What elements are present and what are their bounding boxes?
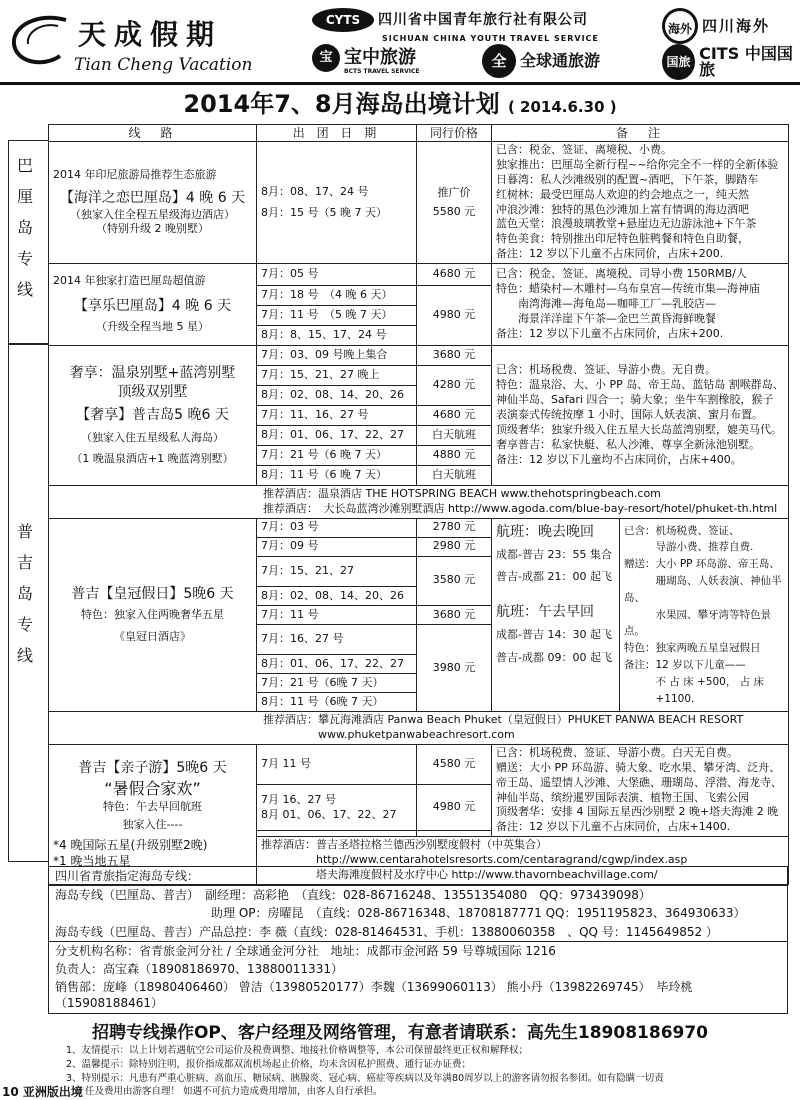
table-row[interactable] bbox=[49, 518, 789, 537]
route-cell bbox=[49, 518, 257, 712]
hotel-row bbox=[49, 712, 789, 745]
hotel-row bbox=[49, 485, 789, 518]
date-cell: 7月：16、27 号 bbox=[257, 625, 417, 655]
hotel-cell bbox=[49, 712, 789, 745]
route-cell bbox=[49, 142, 257, 264]
date-line: 8月 01、06、17、22、27 bbox=[261, 807, 397, 821]
price-cell: 白天航班 bbox=[417, 465, 492, 485]
partner-qqt[interactable] bbox=[482, 44, 600, 78]
date-cell: 7月：11 号 （5 晚 7 天） bbox=[257, 305, 417, 325]
notes-cell: 已含：税金、签证、离境税、司导小费 150RMB/人 特色：蜡染村—木雕村—乌布皇宫—传统市集—海神庙 南湾海滩—海龟岛—咖啡工厂—乳胶店— 海景洋洋崖下午茶—金巴兰黄昏海鲜晚餐 备注：12 岁以下儿童不占床同价，占床+200. bbox=[492, 263, 789, 345]
brand-name-cn: 天成假期 bbox=[78, 18, 223, 51]
notes-cell bbox=[492, 518, 789, 712]
contact-line: 负责人：高宝森（18908186970、13880011331） bbox=[55, 961, 343, 976]
route-name: 普吉【皇冠假日】5晚6 天 bbox=[71, 585, 234, 602]
route-option: *1 晚当地五星 bbox=[53, 854, 131, 869]
route-name: 普吉【亲子游】5晚6 天 bbox=[78, 760, 227, 777]
route-name: 【奢享】普吉岛5 晚6 天 bbox=[76, 407, 229, 424]
price-value: 5580 元 bbox=[432, 204, 476, 218]
date-cell: 7月：21 号（6 晚 7 天） bbox=[257, 445, 417, 465]
swirl-logo-icon bbox=[8, 12, 72, 68]
route-detail: （特别升级 2 晚别墅） bbox=[96, 222, 209, 236]
header bbox=[0, 0, 800, 82]
date-cell: 7月：09 号 bbox=[257, 537, 417, 556]
date-cell: 7月：15、21、27 晚上 bbox=[257, 365, 417, 385]
price-cell: 4680 元 bbox=[417, 263, 492, 285]
date-line: 7月 16、27 号 bbox=[261, 792, 336, 806]
route-detail: （升级全程当地 5 星） bbox=[96, 319, 209, 333]
route-detail: （独家入住全程五星级海边酒店） bbox=[70, 207, 235, 221]
price-cell: 4980 元 bbox=[417, 285, 492, 345]
tip-line: 3、特别提示：凡患有严重心脏病、高血压、糖尿病、胰腺炎、冠心病、癌症等疾病以及年满80周岁以上的游客请勿报名参团。如有隐瞒一切责 bbox=[66, 1072, 664, 1084]
partner-sub: BCTS TRAVEL SERVICE bbox=[344, 68, 420, 75]
price-cell: 3580 元 bbox=[417, 556, 492, 605]
tip-line: 任及费用由游客自理！ 如遇不可抗力造成费用增加，由客人自行承担。 bbox=[66, 1086, 383, 1098]
recruit-banner: 招聘专线操作OP、客户经理及网络管理，有意者请联系：高先生18908186970 bbox=[91, 1023, 709, 1043]
date-cell: 8月：02、08、14、20、26 bbox=[257, 385, 417, 405]
side-label-phuket bbox=[8, 516, 42, 671]
price-label: 推广价 bbox=[437, 185, 471, 199]
partner-cits[interactable] bbox=[662, 44, 800, 80]
table-header-row bbox=[49, 125, 789, 142]
tip-line: 1、友情提示：以上计划若遇航空公司运价及税费调整、地接社价格调整等，本公司保留最终更正权和解释权； bbox=[66, 1045, 529, 1056]
col-header: 线 路 bbox=[49, 125, 257, 142]
flight-line: 成都-普吉 23：55 集合 bbox=[496, 547, 612, 561]
side-label-char: 厘 bbox=[16, 187, 33, 206]
notes-cell: 已含：机场税费、签证、导游小费。白天无自费。 赠送：大小 PP 环岛游、骑大象、吃水果、攀牙湾、泛舟、 帝王岛、遥望情人沙滩、大堡礁、珊瑚岛、浮潜、海龙寺、 神仙半岛、缤纷暹罗国际表演、植物王国、飞索公园 顶级奢华：安排 4 国际五星西沙别墅 2 晚+塔夫海滩 2 晚 备注：12 岁以下儿童不占床同价，占床+1400. bbox=[492, 745, 789, 837]
table-row[interactable] bbox=[49, 142, 789, 264]
hotel-line: http://www.centarahotelsresorts.com/centaragrand/cgwp/index.asp bbox=[261, 852, 688, 866]
side-label-char: 专 bbox=[16, 615, 33, 634]
route-feature: 特色：独家入住两晚奢华五星 bbox=[81, 607, 224, 621]
cyts-logo-icon: CYTS bbox=[312, 8, 374, 32]
price-cell: 4580 元 bbox=[417, 745, 492, 785]
date-cell: 8月：11 号（6 晚 7 天） bbox=[257, 465, 417, 485]
partner-cyts[interactable] bbox=[312, 8, 599, 43]
price-cell: 3980 元 bbox=[417, 625, 492, 712]
date-cell: 7月：15、21、27 bbox=[257, 556, 417, 586]
route-feature: 特色：午去早回航班 bbox=[103, 799, 202, 813]
flight-title: 航班：晚去晚回 bbox=[496, 523, 594, 540]
title-date: ( 2014.6.30 ) bbox=[507, 98, 617, 116]
price-cell: 白天航班 bbox=[417, 425, 492, 445]
contact-line: 海岛专线（巴厘岛、普吉）产品总控：李 薇（直线：028-81464531、手机：13880060358 、QQ 号：1145649852 ） bbox=[55, 924, 718, 939]
header-divider bbox=[0, 82, 800, 85]
hotel-line: 塔夫海滩度假村及水疗中心 http://www.thavornbeachvillage.com/ bbox=[261, 867, 658, 881]
side-label-char: 岛 bbox=[16, 584, 33, 603]
date-cell: 7月：11、16、27 号 bbox=[257, 405, 417, 425]
price-cell: 3680 元 bbox=[417, 606, 492, 625]
date-cell: 8月：01、06、17、22、27 bbox=[257, 655, 417, 674]
side-label-char: 岛 bbox=[16, 218, 33, 237]
hotel-cell bbox=[49, 485, 789, 518]
notes-text: 已含：机场税费、签证、 导游小费、推荐自费. 赠送：大小 PP 环岛游、帝王岛、 珊瑚岛、人妖表演、神仙半岛、 水果园、攀牙湾等特色景点。 特色：独家两晚五星皇冠假日 备注：12 岁以下儿童—— 不 占 床 +500， 占 床 +1100. bbox=[624, 524, 782, 705]
route-slogan: “暑假合家欢” bbox=[104, 778, 201, 798]
side-label-char: 巴 bbox=[16, 156, 33, 175]
hotel-line: www.phuketpanwabeachresort.com bbox=[263, 728, 515, 742]
partner-bcts[interactable] bbox=[312, 44, 420, 75]
flight-line: 普吉-成都 09：00 起飞 bbox=[496, 650, 612, 664]
page-footer: 10 亚洲版出境 bbox=[2, 1085, 83, 1099]
partner-sichuan-overseas[interactable] bbox=[662, 8, 770, 44]
date-cell: 7月：21 号（6晚 7 天） bbox=[257, 674, 417, 693]
notes-cell: 已含：税金、签证、离境税、小费。 独家推出：巴厘岛全新行程~~给你完全不一样的全新体验 日暮湾：私人沙滩级别的配置~酒吧，下午茶，脚踏车 红树林：最受巴厘岛人欢迎的约会地点之一，纯天然 冲浪沙滩：独特的黑色沙滩加上富有情调的海边酒吧 蓝色天堂：浪漫玻璃教堂+悬崖边无边游泳池+下午茶 特色美食：特别推出印尼特色脏鸭餐和特色自助餐， 备注：12 岁以下儿童不占床同价，占床+200. bbox=[492, 142, 789, 264]
contact-line: 助理 OP：房曜昆 （直线：028-86716348、18708187771 QQ：1951195823、364930633） bbox=[55, 906, 746, 921]
hotel-line: 推荐酒店：攀瓦海滩酒店 Panwa Beach Phuket（皇冠假日）PHUKET PANWA BEACH RESORT bbox=[263, 713, 744, 727]
contact-line: 分支机构名称：省青旅金河分社 / 全球通金河分社 地址：成都市金河路 59 号尊城国际 1216 bbox=[49, 941, 787, 960]
title-main: 2014年7、8月海岛出境计划 bbox=[183, 90, 500, 118]
date-cell: 8月：02、08、14、20、26 bbox=[257, 587, 417, 606]
flight-title: 航班：午去早回 bbox=[496, 604, 594, 621]
route-hotel: 《皇冠日酒店》 bbox=[114, 630, 191, 644]
route-cell bbox=[49, 745, 257, 885]
itinerary-table bbox=[48, 124, 789, 885]
notes-cell: 已含：机场税费、签证、导游小费。无自费。 特色：温泉浴、大、小 PP 岛、帝王岛、蓝钻岛 割喉群岛、 神仙半岛、Safari 四合一；骑大象；坐牛车割橡胶，猴子 表演泰式传统按摩 1 小时、国际人妖表演、蜜月布置。 顶级奢华：独家升级入住五星大长岛蓝湾别墅，媲美马代。 奢享普吉：私家快艇、私人沙滩、尊享全新泳池别墅。 备注：12 岁以下儿童均不占床同价，占床+400。 bbox=[492, 345, 789, 485]
price-cell: 2780 元 bbox=[417, 518, 492, 537]
price-cell: 4880 元 bbox=[417, 445, 492, 465]
partner-name: 四川省中国青年旅行社有限公司 bbox=[378, 11, 588, 28]
route-intro: 2014 年独家打造巴厘岛超值游 bbox=[53, 274, 206, 288]
partner-name: 全球通旅游 bbox=[520, 51, 601, 71]
price-cell: 4280 元 bbox=[417, 365, 492, 405]
price-cell: 4680 元 bbox=[417, 405, 492, 425]
date-line: 8月：08、17、24 号 bbox=[261, 184, 369, 198]
route-line: 奢享：温泉别墅+蓝湾别墅 bbox=[69, 365, 236, 382]
partner-name: 宝中旅游 bbox=[344, 46, 416, 68]
brand-logo[interactable] bbox=[4, 6, 304, 78]
date-cell: 7月 11 号 bbox=[257, 745, 417, 785]
col-header: 同行价格 bbox=[417, 125, 492, 142]
hotel-line: 推荐酒店： 大长岛蓝湾沙滩别墅酒店 http://www.agoda.com/blue-bay-resort/hotel/phuket-th.html bbox=[263, 501, 778, 515]
table-row[interactable] bbox=[49, 345, 789, 365]
route-detail: （独家入住五星级私人海岛） bbox=[81, 430, 224, 444]
flight-line: 普吉-成都 21：00 起飞 bbox=[496, 570, 612, 584]
date-cell: 8月：01、06、17、22、27 bbox=[257, 425, 417, 445]
route-detail: （1 晚温泉酒店+1 晚蓝湾别墅） bbox=[71, 451, 234, 465]
date-cell: 7月：03、09 号晚上集合 bbox=[257, 345, 417, 365]
table-row[interactable] bbox=[49, 745, 789, 785]
date-line: 8月：15 号（5 晚 7 天） bbox=[261, 205, 387, 219]
side-label-bali bbox=[8, 150, 42, 305]
contacts-heading: 四川省青旅指定海岛专线： bbox=[55, 869, 200, 883]
date-cell: 8月：11 号（6晚 7 天） bbox=[257, 693, 417, 712]
price-cell bbox=[417, 142, 492, 264]
price-cell: 3680 元 bbox=[417, 345, 492, 365]
price-cell: 2980 元 bbox=[417, 537, 492, 556]
overseas-logo-icon: 海外 bbox=[662, 8, 698, 44]
contacts-box bbox=[48, 866, 788, 1014]
route-cell bbox=[49, 345, 257, 485]
date-cell: 7月：03 号 bbox=[257, 518, 417, 537]
partner-name: 四川海外 bbox=[702, 16, 771, 35]
page-title bbox=[0, 88, 800, 120]
route-intro: 2014 年印尼旅游局推荐生态旅游 bbox=[53, 167, 217, 181]
flight-info bbox=[492, 519, 620, 712]
date-cell: 8月：8、15、17、24 号 bbox=[257, 325, 417, 345]
route-option: *4 晚国际五星(升级别墅2晚) bbox=[53, 838, 208, 853]
bcts-logo-icon: 宝 bbox=[312, 44, 340, 72]
route-name: 【海洋之恋巴厘岛】4 晚 6 天 bbox=[59, 189, 246, 206]
date-cell: 7月：18 号 （4 晚 6 天） bbox=[257, 285, 417, 305]
side-label-char: 线 bbox=[16, 280, 33, 299]
hotel-line: 推荐酒店：温泉酒店 THE HOTSPRING BEACH www.thehotspringbeach.com bbox=[263, 486, 661, 500]
partner-name: CITS 中国国旅 bbox=[699, 44, 793, 79]
route-line: 顶级双别墅 bbox=[117, 384, 188, 401]
tip-line: 2、温馨提示：除特别注明，报价指成都双流机场起止价格，均未含因私护照费、通行证办证费； bbox=[66, 1058, 472, 1070]
hotel-line: 推荐酒店：普吉圣塔拉格兰德西沙别墅度假村（中英集合） bbox=[261, 838, 547, 852]
dates-cell bbox=[257, 142, 417, 264]
partner-sub: SICHUAN CHINA YOUTH TRAVEL SERVICE bbox=[382, 34, 599, 43]
brand-name-en: Tian Cheng Vacation bbox=[74, 55, 253, 75]
cits-logo-icon: 国旅 bbox=[662, 44, 695, 80]
date-cell: 7月：05 号 bbox=[257, 263, 417, 285]
tips bbox=[66, 1044, 786, 1099]
route-cell bbox=[49, 263, 257, 345]
side-label-char: 专 bbox=[16, 249, 33, 268]
date-cell: 7月：11 号 bbox=[257, 606, 417, 625]
col-header: 备 注 bbox=[492, 125, 789, 142]
price-cell: 4980 元 bbox=[417, 784, 492, 831]
globe-logo-icon: 全 bbox=[482, 44, 516, 78]
table-row[interactable] bbox=[49, 263, 789, 285]
date-cell bbox=[257, 784, 417, 831]
contact-line: 海岛专线（巴厘岛、普吉） 副经理：高彩艳 （直线：028-86716248、13551354080 QQ：973439098） bbox=[49, 885, 787, 904]
side-label-char: 线 bbox=[16, 646, 33, 665]
side-label-char: 普 bbox=[16, 522, 33, 541]
contact-line: 销售部：庞峰（18980406460） 曾洁（13980520177）李魏（13699060113） 熊小丹（13982269745） 毕玲桃（15908188461） bbox=[55, 980, 693, 1011]
route-name: 【享乐巴厘岛】4 晚 6 天 bbox=[73, 297, 232, 314]
side-label-char: 吉 bbox=[16, 553, 33, 572]
flight-line: 成都-普吉 14：30 起飞 bbox=[496, 628, 612, 642]
col-header: 出 团 日 期 bbox=[257, 125, 417, 142]
route-stay: 独家入住---- bbox=[122, 818, 183, 832]
